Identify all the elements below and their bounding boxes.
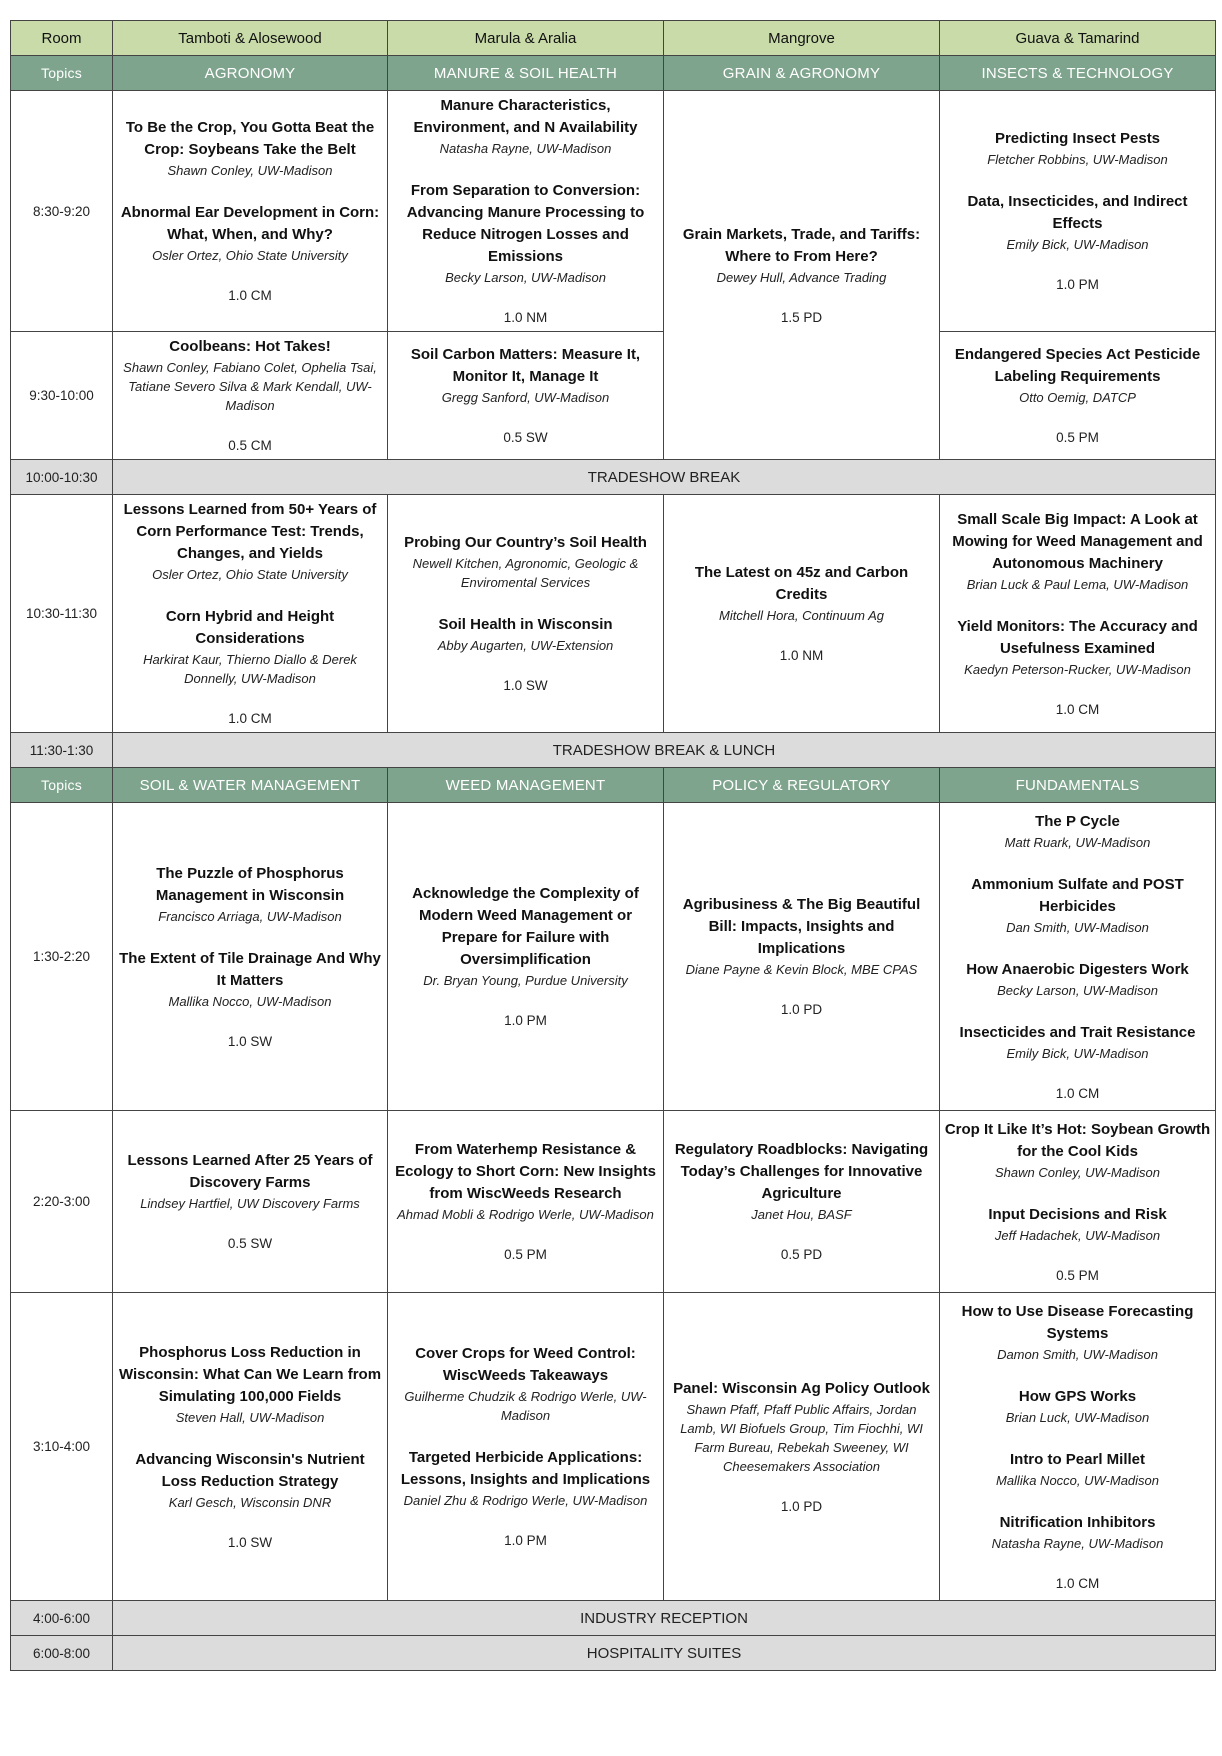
talk-title: Endangered Species Act Pesticide Labeling Requirements: [954, 346, 1201, 385]
session-cell: [113, 803, 388, 1111]
talk-speaker: Daniel Zhu & Rodrigo Werle, UW-Madison: [403, 1493, 648, 1508]
talk-speaker: Jeff Hadachek, UW-Madison: [994, 1227, 1161, 1243]
credit-label: 1.0 PM: [504, 1013, 547, 1028]
track-name: POLICY & REGULATORY: [664, 768, 940, 803]
credit-label: 1.0 CM: [1055, 701, 1100, 717]
session-cell: [388, 495, 664, 733]
track-name: SOIL & WATER MANAGEMENT: [113, 768, 388, 803]
talk-speaker: Brian Luck, UW-Madison: [1005, 1409, 1150, 1425]
credit-label: 1.0 SW: [503, 678, 548, 693]
session-cell: [664, 1111, 940, 1293]
credit-label: 0.5 SW: [227, 1236, 273, 1251]
talk-speaker: Osler Ortez, Ohio State University: [152, 248, 348, 263]
talk: [116, 1449, 384, 1512]
talk-title: From Waterhemp Resistance & Ecology to Short Corn: New Insights from WiscWeeds Research: [395, 1141, 656, 1202]
talk-speaker: Shawn Conley, UW-Madison: [167, 163, 333, 178]
talk-title: Targeted Herbicide Applications: Lessons, Insights and Implications: [400, 1449, 651, 1488]
talk-title: Yield Monitors: The Accuracy and Usefulness Examined: [957, 617, 1198, 657]
talk-speaker: Shawn Conley, Fabiano Colet, Ophelia Tsai, Tatiane Severo Silva & Mark Kendall, UW-Madison: [123, 360, 377, 413]
track-name: INSECTS & TECHNOLOGY: [940, 56, 1216, 91]
talk-speaker: Guilherme Chudzik & Rodrigo Werle, UW-Madison: [404, 1389, 647, 1423]
break-row: [11, 460, 1216, 495]
break-time: 4:00-6:00: [11, 1601, 113, 1636]
talk: [391, 614, 660, 655]
slot-time: 2:20-3:00: [11, 1111, 113, 1293]
talk: [943, 1386, 1212, 1427]
talk-title: Probing Our Country’s Soil Health: [404, 534, 647, 551]
talk-title: Acknowledge the Complexity of Modern Weed Management or Prepare for Failure with Oversimplification: [412, 885, 639, 968]
session-cell: [388, 1111, 664, 1293]
session-cell: [940, 1293, 1216, 1601]
talk-title: How GPS Works: [1018, 1387, 1137, 1405]
talk: [943, 874, 1212, 937]
talk-speaker: Diane Payne & Kevin Block, MBE CPAS: [685, 962, 918, 977]
credit-label: 1.0 CM: [228, 288, 272, 303]
talk-title: Regulatory Roadblocks: Navigating Today’s Challenges for Innovative Agriculture: [674, 1141, 929, 1202]
talk: [667, 894, 936, 979]
talk-speaker: Abby Augarten, UW-Extension: [437, 638, 614, 653]
track-name: FUNDAMENTALS: [940, 768, 1216, 803]
talk-title: Nitrification Inhibitors: [999, 1513, 1156, 1531]
talk-speaker: Brian Luck & Paul Lema, UW-Madison: [966, 576, 1189, 592]
talk-title: To Be the Crop, You Gotta Beat the Crop: Soybeans Take the Belt: [125, 119, 375, 158]
talk-speaker: Steven Hall, UW-Madison: [175, 1409, 325, 1425]
slot-row: [11, 803, 1216, 1111]
talk-title: The P Cycle: [1035, 812, 1120, 830]
talk-speaker: Becky Larson, UW-Madison: [445, 270, 606, 285]
talk-speaker: Mallika Nocco, UW-Madison: [995, 1472, 1160, 1488]
session-cell: [113, 1293, 388, 1601]
credit-label: 0.5 PM: [1056, 1267, 1099, 1283]
talk: [943, 128, 1212, 169]
talk: [391, 95, 660, 158]
talk-title: Grain Markets, Trade, and Tariffs: Where to From Here?: [682, 225, 921, 265]
talk-title: Predicting Insect Pests: [994, 130, 1161, 147]
talk: [943, 811, 1212, 852]
slot-time: 9:30-10:00: [11, 332, 113, 460]
talk-title: The Latest on 45z and Carbon Credits: [694, 564, 909, 603]
talk-speaker: Dewey Hull, Advance Trading: [716, 269, 887, 285]
slot-row: [11, 1111, 1216, 1293]
talk-title: Lessons Learned from 50+ Years of Corn Performance Test: Trends, Changes, and Yields: [123, 501, 377, 562]
talk-title: Corn Hybrid and Height Considerations: [165, 608, 335, 647]
session-cell: [113, 332, 388, 460]
talk-speaker: Harkirat Kaur, Thierno Diallo & Derek Donnelly, UW-Madison: [143, 652, 357, 686]
talk: [116, 1150, 384, 1213]
break-label: HOSPITALITY SUITES: [113, 1636, 1216, 1671]
talk: [116, 336, 384, 415]
credit-label: 0.5 SW: [503, 430, 548, 445]
slot-row: [11, 91, 1216, 332]
credit-label: 1.0 CM: [1055, 1575, 1100, 1591]
talk-speaker: Mallika Nocco, UW-Madison: [168, 993, 332, 1009]
talk: [943, 1204, 1212, 1245]
credit-label: 0.5 PM: [504, 1247, 547, 1262]
track-name: AGRONOMY: [113, 56, 388, 91]
topics-label: Topics: [11, 768, 113, 803]
break-label: INDUSTRY RECEPTION: [113, 1601, 1216, 1636]
credit-label: 1.0 PD: [780, 1002, 823, 1017]
talk: [116, 948, 384, 1011]
talk-speaker: Ahmad Mobli & Rodrigo Werle, UW-Madison: [397, 1207, 654, 1222]
talk: [667, 1139, 936, 1224]
slot-time: 3:10-4:00: [11, 1293, 113, 1601]
session-cell: [388, 332, 664, 460]
slot-time: 8:30-9:20: [11, 91, 113, 332]
talk: [116, 117, 384, 180]
talk-title: Small Scale Big Impact: A Look at Mowing for Weed Management and Autonomous Machinery: [952, 510, 1203, 572]
break-row: [11, 1636, 1216, 1671]
talk: [943, 1022, 1212, 1063]
talk: [116, 1342, 384, 1427]
credit-label: 1.0 SW: [227, 1534, 273, 1550]
slot-time: 10:30-11:30: [11, 495, 113, 733]
talk-title: The Puzzle of Phosphorus Management in Wisconsin: [155, 864, 345, 904]
talk: [391, 180, 660, 287]
talk-speaker: Emily Bick, UW-Madison: [1006, 237, 1149, 252]
talk-title: Panel: Wisconsin Ag Policy Outlook: [673, 1379, 930, 1397]
credit-label: 1.0 NM: [779, 648, 824, 663]
topics-row-pm: [11, 768, 1216, 803]
topics-label: Topics: [11, 56, 113, 91]
break-label: TRADESHOW BREAK & LUNCH: [113, 733, 1216, 768]
session-cell: [113, 1111, 388, 1293]
track-name: WEED MANAGEMENT: [388, 768, 664, 803]
talk: [391, 1343, 660, 1425]
session-cell: [664, 91, 940, 460]
talk: [116, 202, 384, 265]
talk-title: The Extent of Tile Drainage And Why It Matters: [119, 949, 381, 989]
slot-time: 1:30-2:20: [11, 803, 113, 1111]
talk-title: Manure Characteristics, Environment, and N Availability: [413, 97, 638, 136]
talk-speaker: Shawn Conley, UW-Madison: [995, 1164, 1160, 1180]
talk-speaker: Dr. Bryan Young, Purdue University: [423, 973, 628, 988]
credit-label: 0.5 CM: [228, 438, 272, 453]
talk-speaker: Newell Kitchen, Agronomic, Geologic & Enviromental Services: [412, 556, 639, 590]
talk-speaker: Fletcher Robbins, UW-Madison: [987, 152, 1168, 167]
talk-title: Lessons Learned After 25 Years of Discovery Farms: [127, 1152, 373, 1191]
talk-title: Ammonium Sulfate and POST Herbicides: [971, 875, 1184, 915]
talk-title: Cover Crops for Weed Control: WiscWeeds Takeaways: [415, 1345, 636, 1384]
talk-speaker: Natasha Rayne, UW-Madison: [439, 141, 612, 156]
talk-speaker: Francisco Arriaga, UW-Madison: [158, 908, 342, 924]
topics-row-am: [11, 56, 1216, 91]
talk-title: Input Decisions and Risk: [988, 1205, 1167, 1223]
session-cell: [664, 495, 940, 733]
credit-label: 1.5 PD: [780, 309, 823, 325]
break-time: 6:00-8:00: [11, 1636, 113, 1671]
credit-label: 1.0 CM: [1055, 1085, 1100, 1101]
slot-row: [11, 495, 1216, 733]
talk-title: How Anaerobic Digesters Work: [966, 960, 1189, 978]
talk-speaker: Lindsey Hartfiel, UW Discovery Farms: [140, 1196, 360, 1211]
session-cell: [664, 1293, 940, 1601]
talk-title: Insecticides and Trait Resistance: [959, 1023, 1196, 1041]
session-cell: [388, 91, 664, 332]
talk: [943, 1512, 1212, 1553]
credit-label: 1.0 NM: [503, 310, 548, 325]
break-label: TRADESHOW BREAK: [113, 460, 1216, 495]
session-cell: [940, 332, 1216, 460]
talk: [943, 191, 1212, 254]
break-row: [11, 1601, 1216, 1636]
talk-title: Crop It Like It’s Hot: Soybean Growth for the Cool Kids: [944, 1120, 1211, 1160]
session-cell: [940, 495, 1216, 733]
track-name: GRAIN & AGRONOMY: [664, 56, 940, 91]
talk-title: From Separation to Conversion: Advancing Manure Processing to Reduce Nitrogen Losses and Emissions: [406, 182, 645, 265]
talk-speaker: Osler Ortez, Ohio State University: [152, 567, 348, 582]
talk-speaker: Damon Smith, UW-Madison: [997, 1346, 1158, 1362]
talk: [667, 1378, 936, 1476]
room-label: Room: [11, 21, 113, 56]
talk: [116, 606, 384, 688]
talk-speaker: Emily Bick, UW-Madison: [1006, 1045, 1149, 1061]
talk-title: Advancing Wisconsin's Nutrient Loss Reduction Strategy: [135, 1450, 365, 1490]
talk: [667, 224, 936, 287]
talk: [391, 344, 660, 407]
credit-label: 1.0 PD: [780, 1498, 823, 1514]
break-time: 10:00-10:30: [11, 460, 113, 495]
talk: [943, 959, 1212, 1000]
talk: [667, 562, 936, 625]
talk: [943, 509, 1212, 594]
talk: [391, 883, 660, 990]
talk-title: Soil Carbon Matters: Measure It, Monitor It, Manage It: [410, 346, 641, 385]
talk: [116, 499, 384, 584]
room-name: Mangrove: [664, 21, 940, 56]
session-cell: [113, 91, 388, 332]
talk-speaker: Karl Gesch, Wisconsin DNR: [168, 1494, 332, 1510]
talk-speaker: Janet Hou, BASF: [751, 1207, 852, 1222]
track-name: MANURE & SOIL HEALTH: [388, 56, 664, 91]
talk-speaker: Kaedyn Peterson-Rucker, UW-Madison: [964, 661, 1191, 677]
talk: [943, 344, 1212, 407]
credit-label: 1.0 CM: [228, 711, 272, 726]
talk-speaker: Mitchell Hora, Continuum Ag: [719, 608, 884, 623]
talk-title: How to Use Disease Forecasting Systems: [961, 1302, 1194, 1342]
session-cell: [388, 1293, 664, 1601]
credit-label: 0.5 PD: [780, 1247, 823, 1262]
talk: [943, 616, 1212, 679]
room-header-row: [11, 21, 1216, 56]
credit-label: 0.5 PM: [1056, 430, 1099, 445]
talk-speaker: Becky Larson, UW-Madison: [997, 982, 1158, 998]
talk-speaker: Shawn Pfaff, Pfaff Public Affairs, Jordan Lamb, WI Biofuels Group, Tim Fiochhi, WI Farm Bureau, Rebekah Sweeney, WI Cheesemakers Association: [680, 1401, 923, 1474]
talk-title: Soil Health in Wisconsin: [438, 616, 613, 633]
session-cell: [940, 91, 1216, 332]
talk-title: Phosphorus Loss Reduction in Wisconsin: What Can We Learn from Simulating 100,000 Fields: [118, 1343, 382, 1405]
schedule-table: [10, 20, 1216, 1671]
slot-row: [11, 332, 1216, 460]
talk: [943, 1119, 1212, 1182]
talk: [943, 1449, 1212, 1490]
credit-label: 1.0 SW: [227, 1033, 273, 1049]
talk-title: Abnormal Ear Development in Corn: What, When, and Why?: [120, 204, 380, 243]
credit-label: 1.0 PM: [1056, 277, 1099, 292]
talk-title: Coolbeans: Hot Takes!: [169, 338, 331, 355]
talk-speaker: Dan Smith, UW-Madison: [1006, 919, 1149, 935]
talk-speaker: Matt Ruark, UW-Madison: [1004, 834, 1151, 850]
talk: [391, 1447, 660, 1510]
talk-title: Agribusiness & The Big Beautiful Bill: Impacts, Insights and Implications: [682, 896, 921, 957]
talk-speaker: Otto Oemig, DATCP: [1019, 390, 1136, 405]
room-name: Marula & Aralia: [388, 21, 664, 56]
room-name: Tamboti & Alosewood: [113, 21, 388, 56]
talk-title: Data, Insecticides, and Indirect Effects: [967, 193, 1188, 232]
room-name: Guava & Tamarind: [940, 21, 1216, 56]
talk-speaker: Gregg Sanford, UW-Madison: [441, 390, 610, 405]
break-time: 11:30-1:30: [11, 733, 113, 768]
session-cell: [940, 1111, 1216, 1293]
session-cell: [664, 803, 940, 1111]
talk-title: Intro to Pearl Millet: [1009, 1450, 1145, 1468]
session-cell: [388, 803, 664, 1111]
talk: [391, 532, 660, 592]
talk-speaker: Natasha Rayne, UW-Madison: [991, 1535, 1164, 1551]
session-cell: [940, 803, 1216, 1111]
credit-label: 1.0 PM: [504, 1533, 547, 1548]
talk: [116, 863, 384, 926]
break-row: [11, 733, 1216, 768]
talk: [391, 1139, 660, 1224]
session-cell: [113, 495, 388, 733]
slot-row: [11, 1293, 1216, 1601]
talk: [943, 1301, 1212, 1364]
